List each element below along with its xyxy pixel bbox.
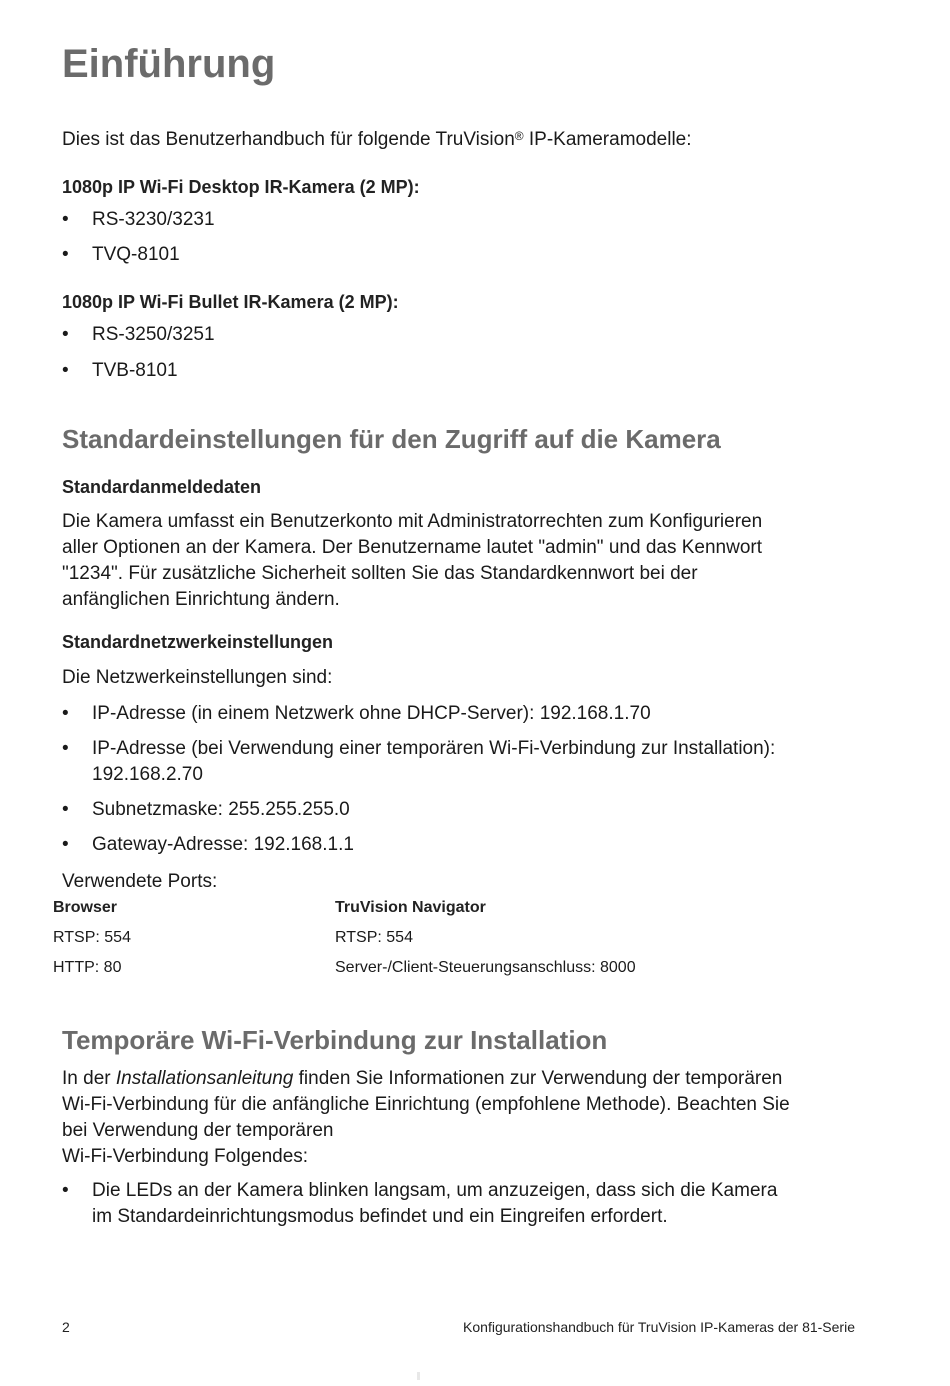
page-title: Einführung xyxy=(62,42,276,86)
paragraph-line: aller Optionen an der Kamera. Der Benutzername lautet "admin" und das Kennwort xyxy=(62,537,762,558)
list-item-text: TVB-8101 xyxy=(92,360,178,381)
list-item-text: Die LEDs an der Kamera blinken langsam, um anzuzeigen, dass sich die Kamera xyxy=(92,1180,778,1201)
intro-text: Dies ist das Benutzerhandbuch für folgende TruVision xyxy=(62,129,515,150)
paragraph-line: Wi-Fi-Verbindung für die anfängliche Einrichtung (empfohlene Methode). Beachten Sie xyxy=(62,1094,790,1115)
list-item-text: Gateway-Adresse: 192.168.1.1 xyxy=(92,834,354,855)
list-item-text: IP-Adresse (in einem Netzwerk ohne DHCP-Server): 192.168.1.70 xyxy=(92,703,651,724)
table-cell: RTSP: 554 xyxy=(53,929,131,946)
list-item-text: 192.168.2.70 xyxy=(92,764,203,785)
list-item-text: Subnetzmaske: 255.255.255.0 xyxy=(92,799,350,820)
bullet-icon: • xyxy=(62,360,69,381)
bullet-icon: • xyxy=(62,244,69,265)
bullet-icon: • xyxy=(62,703,69,724)
bullet-icon: • xyxy=(62,209,69,230)
table-header-browser: Browser xyxy=(53,899,118,916)
list-item-text: TVQ-8101 xyxy=(92,244,180,265)
intro-paragraph xyxy=(62,127,692,153)
paragraph-line xyxy=(62,1066,852,1092)
bullet-icon: • xyxy=(62,1180,69,1201)
list-item-text: RS-3250/3251 xyxy=(92,324,215,345)
bullet-icon: • xyxy=(62,799,69,820)
network-heading: Standardnetzwerkeinstellungen xyxy=(62,632,334,652)
list-item-text: IP-Adresse (bei Verwendung einer temporären Wi-Fi-Verbindung zur Installation): xyxy=(92,738,776,759)
list-item-text: RS-3230/3231 xyxy=(92,209,215,230)
list-item-text: im Standardeinrichtungsmodus befindet und ein Eingreifen erfordert. xyxy=(92,1206,668,1227)
paragraph-line: Die Kamera umfasst ein Benutzerkonto mit Administratorrechten zum Konfigurieren xyxy=(62,511,763,532)
bullet-icon: • xyxy=(62,834,69,855)
bullet-icon: • xyxy=(62,738,69,759)
paragraph-line: Wi-Fi-Verbindung Folgendes: xyxy=(62,1146,309,1167)
wifi-paragraph xyxy=(62,1066,852,1170)
ports-label: Verwendete Ports: xyxy=(62,871,218,892)
paragraph-line: "1234". Für zusätzliche Sicherheit sollten Sie das Standardkennwort bei der xyxy=(62,563,698,584)
intro-text-end: IP-Kameramodelle: xyxy=(523,129,692,150)
wifi-text: In der xyxy=(62,1068,116,1089)
installation-guide-title: Installationsanleitung xyxy=(115,1068,294,1089)
network-intro: Die Netzwerkeinstellungen sind: xyxy=(62,667,333,688)
wifi-text: finden Sie Informationen zur Verwendung der temporären xyxy=(293,1068,783,1089)
table-cell: Server-/Client-Steuerungsanschluss: 8000 xyxy=(335,959,636,976)
table-cell: HTTP: 80 xyxy=(53,959,122,976)
page-number: 2 xyxy=(62,1319,70,1335)
footer-title: Konfigurationshandbuch für TruVision IP-Kameras der 81-Serie xyxy=(463,1319,855,1335)
bullet-icon: • xyxy=(62,324,69,345)
section-heading-wifi: Temporäre Wi-Fi-Verbindung zur Installation xyxy=(62,1025,608,1055)
table-cell: RTSP: 554 xyxy=(335,929,413,946)
paragraph-line: anfänglichen Einrichtung ändern. xyxy=(62,589,340,610)
login-paragraph xyxy=(62,509,852,613)
bullet-heading: 1080p IP Wi-Fi Bullet IR-Kamera (2 MP): xyxy=(62,292,399,312)
login-heading: Standardanmeldedaten xyxy=(62,477,262,497)
scan-speck xyxy=(417,1372,420,1380)
registered-mark: ® xyxy=(514,129,524,143)
table-header-navigator: TruVision Navigator xyxy=(335,899,486,916)
paragraph-line: bei Verwendung der temporären xyxy=(62,1120,334,1141)
desktop-heading: 1080p IP Wi-Fi Desktop IR-Kamera (2 MP): xyxy=(62,177,420,197)
section-heading-defaults: Standardeinstellungen für den Zugriff auf die Kamera xyxy=(62,424,721,454)
